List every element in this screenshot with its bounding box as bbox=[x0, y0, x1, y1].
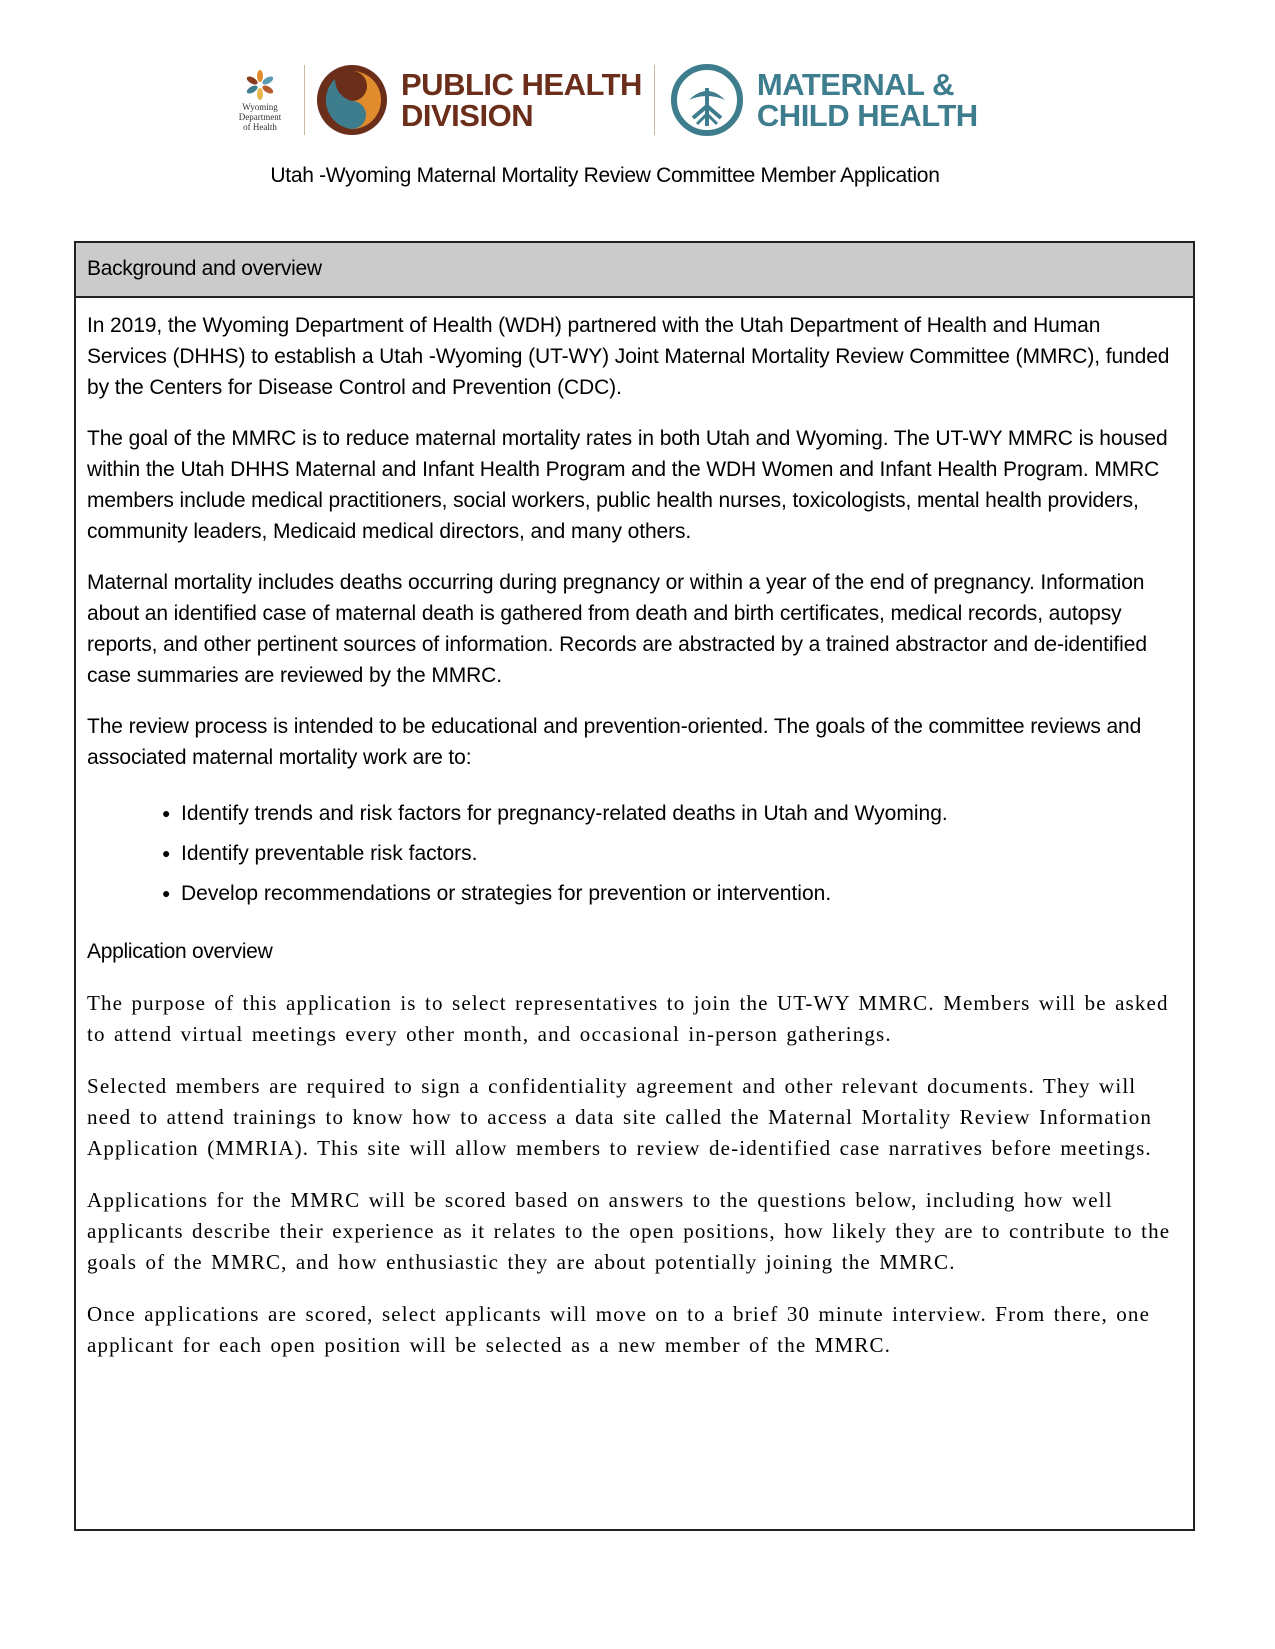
application-paragraph: Selected members are required to sign a confidentiality agreement and other relevant documents. They will need to attend trainings to know how to access a data site called the Maternal Mortality Review Information Application (MMRIA). This site will allow members to review de-identified case narratives before meetings. bbox=[87, 1074, 1153, 1160]
paragraph: The goal of the MMRC is to reduce maternal mortality rates in both Utah and Wyoming. The UT-WY MMRC is housed within the Utah DHHS Maternal and Infant Health Program and the WDH Women and Infant Health Program. MMRC members include medical practitioners, social workers, public health nurses, toxicologists, mental health providers, community leaders, Medicaid medical directors, and many others. bbox=[87, 427, 1168, 543]
wdh-logo-line: of Health bbox=[243, 122, 277, 132]
page-title: Utah -Wyoming Maternal Mortality Review Committee Member Application bbox=[270, 164, 940, 187]
mch-line1: MATERNAL & bbox=[756, 67, 954, 102]
wdh-logo bbox=[230, 68, 290, 132]
wdh-star-icon bbox=[243, 68, 277, 102]
paragraph: Maternal mortality includes deaths occurring during pregnancy or within a year of the end of pregnancy. Information about an identified case of maternal death is gathered from death and birth certificates, medical records, autopsy reports, and other pertinent sources of information. Records are abstracted by a trained abstractor and de-identified case summaries are reviewed by the MMRC. bbox=[87, 571, 1147, 687]
phd-line1: PUBLIC HEALTH bbox=[401, 67, 642, 102]
phd-logo bbox=[315, 63, 642, 137]
logo-bar bbox=[230, 55, 978, 145]
list-item: ● Identify preventable risk factors. bbox=[181, 841, 1183, 866]
application-paragraph: Applications for the MMRC will be scored based on answers to the questions below, including how well applicants describe their experience as it relates to the open positions, how likely they are to contribute to the goals of the MMRC, and how enthusiastic they are about potentially joining the MMRC. bbox=[87, 1188, 1171, 1274]
logo-divider bbox=[654, 65, 655, 135]
section-body bbox=[76, 298, 1193, 1361]
paragraph: In 2019, the Wyoming Department of Health (WDH) partnered with the Utah Department of Health and Human Services (DHHS) to establish a Utah -Wyoming (UT-WY) Joint Maternal Mortality Review Committee (MMRC), funded by the Centers for Disease Control and Prevention (CDC). bbox=[87, 314, 1170, 399]
mch-leaf-icon bbox=[669, 62, 745, 138]
wdh-logo-line: Wyoming bbox=[242, 102, 278, 112]
content-box bbox=[74, 241, 1195, 1531]
list-item: ● Identify trends and risk factors for pregnancy-related deaths in Utah and Wyoming. bbox=[181, 801, 1183, 826]
mch-logo bbox=[669, 62, 978, 138]
application-paragraph: The purpose of this application is to select representatives to join the UT-WY MMRC. Members will be asked to attend virtual meetings every other month, and occasional in-person gatherings. bbox=[87, 991, 1169, 1046]
application-header: Application overview bbox=[87, 940, 273, 963]
goals-list bbox=[87, 801, 1183, 906]
phd-line2: DIVISION bbox=[401, 98, 534, 133]
application-paragraph: Once applications are scored, select applicants will move on to a brief 30 minute interview. From there, one applicant for each open position will be selected as a new member of the MMRC. bbox=[87, 1302, 1151, 1357]
list-item: ● Develop recommendations or strategies for prevention or intervention. bbox=[181, 881, 1183, 906]
wdh-logo-line: Department bbox=[238, 112, 282, 122]
paragraph: The review process is intended to be educational and prevention-oriented. The goals of the committee reviews and associated maternal mortality work are to: bbox=[87, 715, 1142, 769]
mch-line2: CHILD HEALTH bbox=[756, 98, 978, 133]
logo-divider bbox=[304, 65, 305, 135]
section-header: Background and overview bbox=[76, 243, 1193, 298]
phd-swirl-icon bbox=[315, 63, 389, 137]
